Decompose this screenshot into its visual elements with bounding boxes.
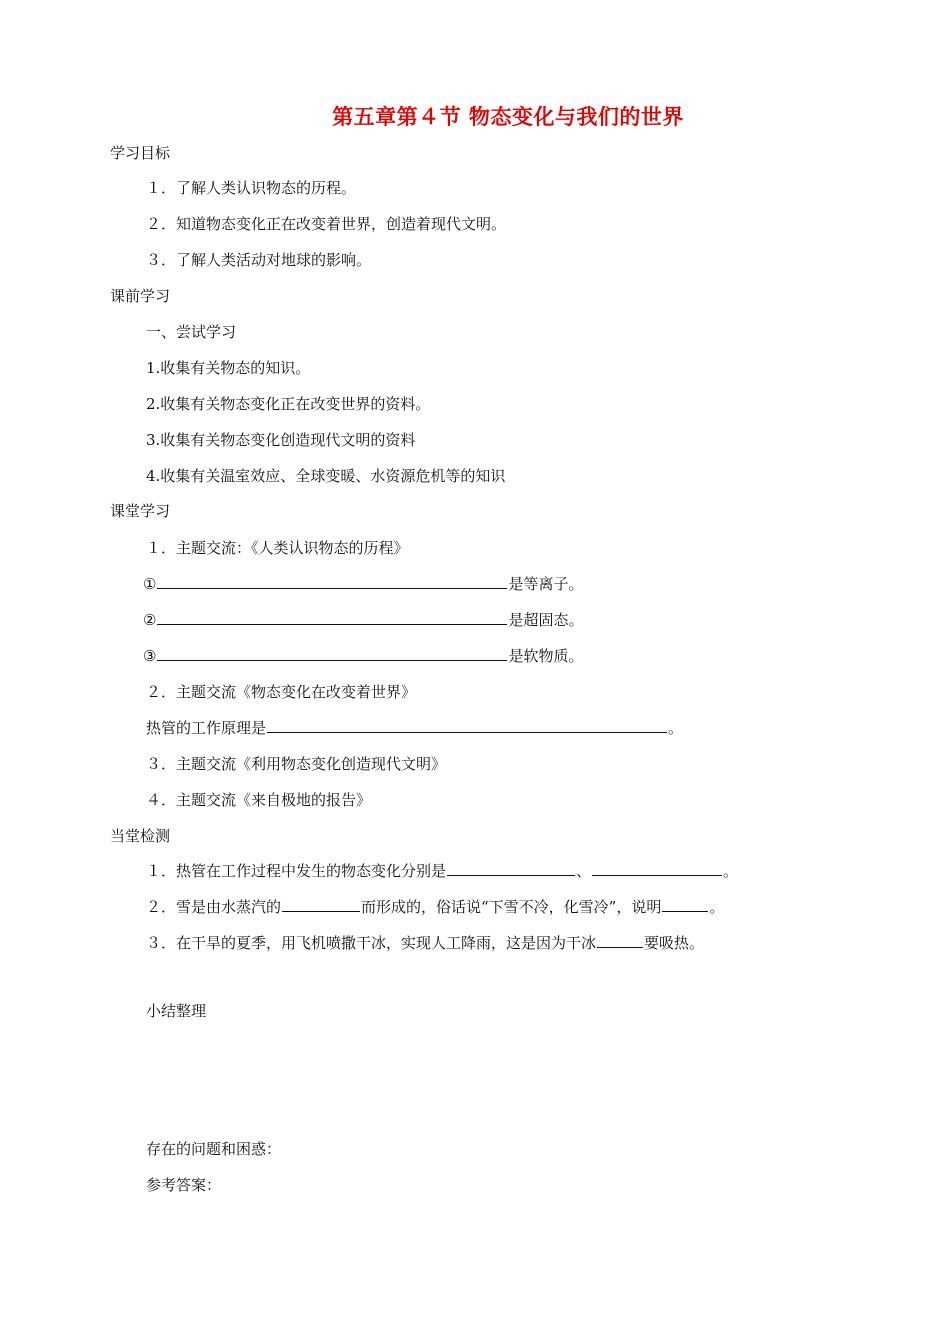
question-text: 而形成的，俗话说“下雪不冷，化雪冷”，说明 — [361, 898, 662, 916]
summary-heading: 小结整理 — [146, 1002, 207, 1020]
answer-blank[interactable] — [592, 860, 722, 876]
heatpipe-suffix: 。 — [668, 719, 684, 737]
answer-blank[interactable] — [447, 860, 575, 876]
preclass-subheading: 一、尝试学习 — [146, 323, 237, 341]
answer-blank[interactable] — [597, 932, 643, 948]
question-text: ３．在干旱的夏季，用飞机喷撒干冰，实现人工降雨，这是因为干冰 — [146, 934, 597, 952]
topic-4: ４．主题交流《来自极地的报告》 — [146, 791, 372, 809]
fill-suffix: 是超固态。 — [508, 611, 584, 629]
check-question-3 — [146, 932, 704, 954]
answer-blank[interactable] — [662, 896, 708, 912]
preclass-heading: 课前学习 — [110, 287, 171, 305]
question-text: ２．雪是由水蒸汽的 — [146, 898, 282, 916]
objective-item: ３．了解人类活动对地球的影响。 — [146, 251, 372, 269]
inclass-heading: 课堂学习 — [110, 502, 171, 520]
answer-blank[interactable] — [157, 645, 507, 661]
page-title: 第五章第４节 物态变化与我们的世界 — [332, 104, 684, 129]
fill-suffix: 是等离子。 — [508, 575, 584, 593]
fill-mark: ② — [143, 611, 157, 629]
fill-line-3 — [143, 645, 583, 667]
question-text: １．热管在工作过程中发生的物态变化分别是 — [146, 862, 447, 880]
preclass-item: 4.收集有关温室效应、全球变暖、水资源危机等的知识 — [146, 467, 506, 485]
topic-3: ３．主题交流《利用物态变化创造现代文明》 — [146, 755, 447, 773]
fill-mark: ① — [143, 575, 157, 593]
question-suffix: 要吸热。 — [644, 934, 705, 952]
question-suffix: 。 — [709, 898, 725, 916]
objective-item: ２．知道物态变化正在改变着世界，创造着现代文明。 — [146, 215, 507, 233]
objectives-heading: 学习目标 — [110, 144, 171, 162]
fill-line-1 — [143, 573, 583, 595]
objective-item: １．了解人类认识物态的历程。 — [146, 179, 357, 197]
answer-blank[interactable] — [282, 896, 360, 912]
topic-1: １．主题交流：《人类认识物态的历程》 — [146, 539, 409, 557]
questions-heading: 存在的问题和困惑： — [146, 1140, 282, 1158]
question-suffix: 。 — [723, 862, 739, 880]
answer-blank[interactable] — [157, 609, 507, 625]
answers-heading: 参考答案： — [146, 1176, 222, 1194]
heatpipe-prefix: 热管的工作原理是 — [146, 719, 267, 737]
separator: 、 — [576, 862, 592, 880]
check-question-2 — [146, 896, 724, 918]
preclass-item: 1.收集有关物态的知识。 — [146, 359, 311, 377]
check-question-1 — [146, 860, 738, 882]
answer-blank[interactable] — [267, 717, 667, 733]
heatpipe-line — [146, 717, 683, 739]
topic-2: ２．主题交流《物态变化在改变着世界》 — [146, 683, 417, 701]
check-heading: 当堂检测 — [110, 827, 171, 845]
fill-line-2 — [143, 609, 583, 631]
preclass-item: 2.收集有关物态变化正在改变世界的资料。 — [146, 395, 431, 413]
fill-mark: ③ — [143, 647, 157, 665]
answer-blank[interactable] — [157, 573, 507, 589]
preclass-item: 3.收集有关物态变化创造现代文明的资料 — [146, 431, 416, 449]
fill-suffix: 是软物质。 — [508, 647, 584, 665]
